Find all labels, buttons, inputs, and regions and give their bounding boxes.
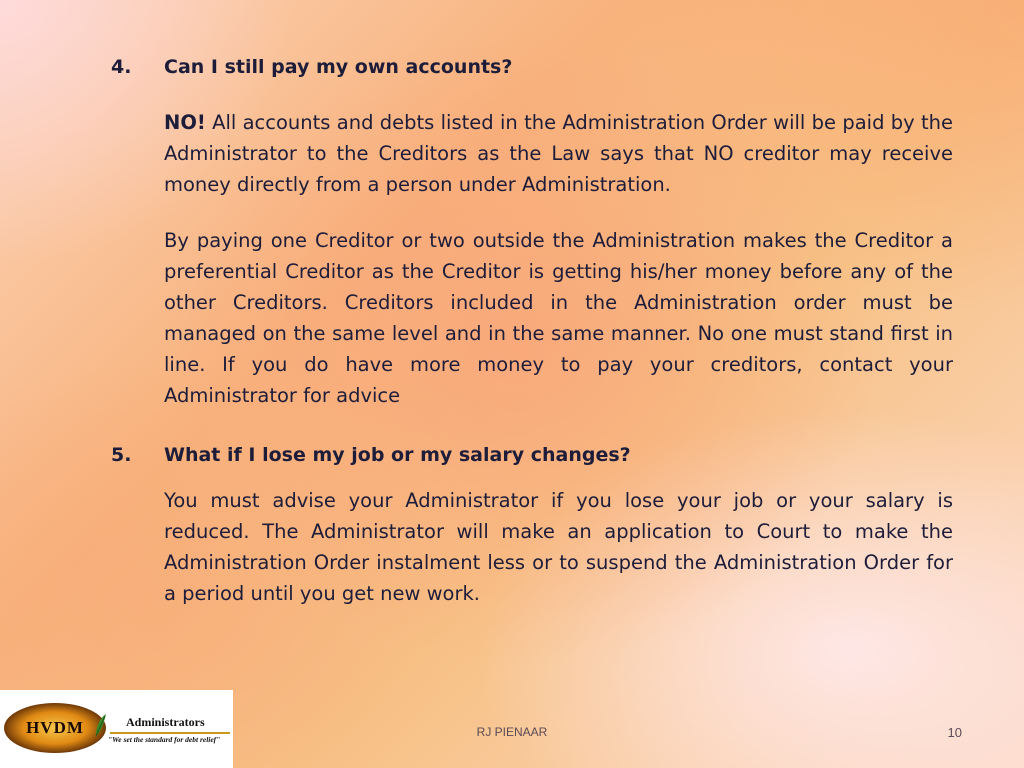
answer-4-paragraph-2: By paying one Creditor or two outside the Administration makes the Creditor a preferential Creditor as the Creditor is getting his/her money before any of the other Creditors. Creditors included in the Administration order must be managed on the same level and in the same manner. No one must stand first in line. If you do have more money to pay your creditors, contact your Administrator for advice bbox=[164, 229, 953, 407]
answer-5-paragraph-1: You must advise your Administrator if you lose your job or your salary is reduced. The Administrator will make an application to Court to make the Administration Order instalment less or to suspend the Administration Order for a period until you get new work. bbox=[164, 489, 953, 605]
answer-emphasis: NO! bbox=[164, 111, 206, 134]
page-number: 10 bbox=[947, 725, 962, 740]
question-number: 5. bbox=[111, 444, 132, 466]
logo-tagline: "We set the standard for debt relief" bbox=[108, 735, 221, 744]
question-5-heading bbox=[111, 444, 631, 466]
answer-4-paragraph-1 bbox=[164, 107, 953, 200]
question-4-heading bbox=[111, 56, 512, 78]
question-title: What if I lose my job or my salary changes? bbox=[164, 444, 631, 466]
answer-text: All accounts and debts listed in the Administration Order will be paid by the Administrator to the Creditors as the Law says that NO creditor may receive money directly from a person under Administration. bbox=[164, 111, 953, 196]
footer-author: RJ PIENAAR bbox=[476, 725, 548, 739]
question-title: Can I still pay my own accounts? bbox=[164, 56, 513, 78]
logo-mark: HVDM bbox=[26, 718, 84, 737]
logo-title: Administrators bbox=[126, 715, 205, 729]
question-number: 4. bbox=[111, 56, 132, 78]
